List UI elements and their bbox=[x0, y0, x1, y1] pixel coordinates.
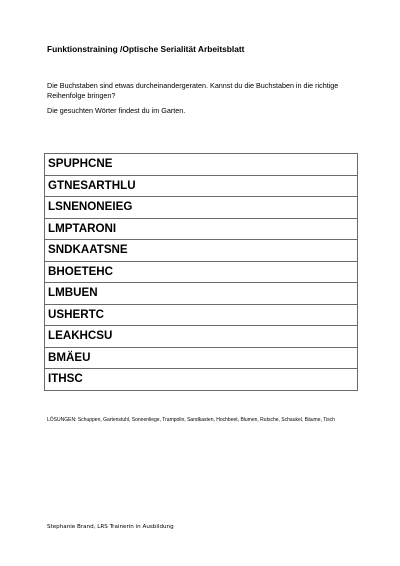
solutions-text: LÖSUNGEN: Schuppen, Gartenstuhl, Sonnenliege, Trampolin, Sandkasten, Hochbeet, Blumen, Rutsche, Schaukel, Bäume, Tisch bbox=[47, 417, 335, 423]
instructions bbox=[47, 81, 359, 116]
word-row bbox=[45, 304, 358, 326]
word-row bbox=[45, 347, 358, 369]
scrambled-word: GTNESARTHLU bbox=[45, 175, 358, 197]
scrambled-word: LMBUEN bbox=[45, 283, 358, 305]
word-row bbox=[45, 154, 358, 176]
word-row bbox=[45, 197, 358, 219]
hint-text: Die gesuchten Wörter findest du im Garten. bbox=[47, 106, 186, 116]
scrambled-words-table bbox=[44, 153, 358, 391]
word-row bbox=[45, 369, 358, 391]
scrambled-word: USHERTC bbox=[45, 304, 358, 326]
word-row bbox=[45, 261, 358, 283]
scrambled-word: LMPTARONI bbox=[45, 218, 358, 240]
footer-author: Stephanie Brand, LRS Trainerin in Ausbildung bbox=[47, 524, 174, 530]
scrambled-word: SPUPHCNE bbox=[45, 154, 358, 176]
word-row bbox=[45, 283, 358, 305]
scrambled-word: BMÄEU bbox=[45, 347, 358, 369]
scrambled-word: LSNENONEIEG bbox=[45, 197, 358, 219]
worksheet-title: Funktionstraining /Optische Serialität Arbeitsblatt bbox=[47, 44, 245, 54]
word-row bbox=[45, 175, 358, 197]
scrambled-word: BHOETEHC bbox=[45, 261, 358, 283]
word-row bbox=[45, 326, 358, 348]
scrambled-word: SNDKAATSNE bbox=[45, 240, 358, 262]
scrambled-word: LEAKHCSU bbox=[45, 326, 358, 348]
word-row bbox=[45, 240, 358, 262]
word-row bbox=[45, 218, 358, 240]
scrambled-word: ITHSC bbox=[45, 369, 358, 391]
instruction-text: Die Buchstaben sind etwas durcheinandergeraten. Kannst du die Buchstaben in die richtige Reihenfolge bringen? bbox=[47, 81, 339, 100]
